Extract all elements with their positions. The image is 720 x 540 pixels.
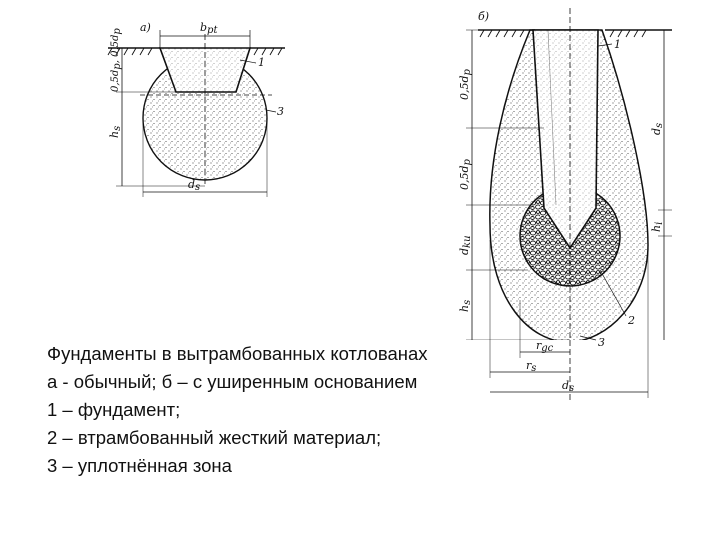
figure-a-dim-left-upper: 0,5dp, 0,5dp bbox=[110, 28, 123, 92]
caption-item-3: 3 – уплотнённая зона bbox=[47, 455, 232, 476]
figure-a-dim-top: bpt bbox=[200, 21, 218, 36]
figure-b-callout-2: 2 bbox=[628, 314, 635, 327]
figure-b-dim-bottom: ds bbox=[562, 379, 575, 394]
figure-a-dim-bottom: ds bbox=[188, 178, 201, 193]
caption-item-1: 1 – фундамент; bbox=[47, 399, 181, 420]
figure-a-callout-3: 3 bbox=[277, 105, 284, 118]
figure-a-label: а) bbox=[140, 21, 151, 34]
figure-a bbox=[108, 21, 285, 197]
figure-b bbox=[458, 8, 672, 340]
caption-item-2: 2 – втрамбованный жесткий материал; bbox=[47, 427, 382, 448]
caption-variants: а - обычный; б – с уширенным основанием bbox=[47, 371, 418, 392]
figure-caption bbox=[34, 340, 454, 480]
figure-b-label: б) bbox=[478, 10, 490, 23]
caption-title: Фундаменты в вытрамбованных котлованах bbox=[47, 343, 428, 364]
figure-b-dim-left-1: 0,5dp bbox=[458, 69, 473, 100]
figure-b-dim-right-1: ds bbox=[650, 122, 665, 135]
figure-a-callout-1: 1 bbox=[258, 56, 265, 69]
figure-b-callout-1: 1 bbox=[614, 38, 621, 51]
figure-b-dim-left-4: hs bbox=[458, 299, 473, 312]
figure-a-dim-left-lower: hs bbox=[108, 125, 123, 138]
figure-b-dim-r2: rs bbox=[526, 359, 537, 374]
figure-b-dim-left-3: dku bbox=[458, 235, 473, 255]
figure-b-callout-3: 3 bbox=[598, 336, 605, 349]
figure-b-dim-r1: rgc bbox=[536, 339, 554, 354]
figure-b-dim-right-2: hi bbox=[650, 221, 665, 232]
figure-b-dim-left-2: 0,5dp bbox=[458, 159, 473, 190]
